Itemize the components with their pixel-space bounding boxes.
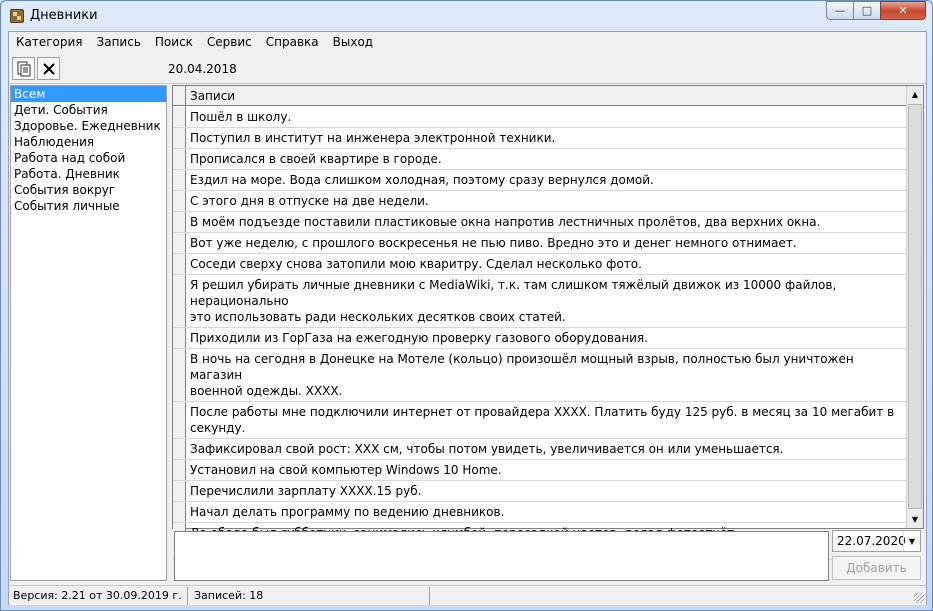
row-indicator[interactable] <box>173 233 186 253</box>
table-row[interactable] <box>173 275 907 328</box>
record-cell[interactable]: В моём подъезде поставили пластиковые окна напротив лестничных пролётов, два верхних окна. <box>190 215 821 229</box>
menu-service[interactable]: Сервис <box>206 35 252 49</box>
client-area <box>8 31 927 605</box>
scroll-down-button[interactable] <box>907 511 923 528</box>
record-cell[interactable]: Я решил убирать личные дневники с MediaWiki, т.к. там слишком тяжёлый движок из 10000 файлов, нерационально это использовать ради нескольких десятков своих статей. <box>190 278 837 324</box>
table-row[interactable] <box>173 460 907 481</box>
record-cell[interactable]: Установил на свой компьютер Windows 10 Home. <box>190 463 502 477</box>
table-row[interactable] <box>173 107 907 128</box>
delete-record-button[interactable] <box>37 57 60 80</box>
row-indicator[interactable] <box>173 502 186 522</box>
table-row[interactable] <box>173 481 907 502</box>
maximize-icon: □ <box>861 4 873 17</box>
record-cell[interactable]: После работы мне подключили интернет от провайдера XXXX. Платить буду 125 руб. в месяц за 10 мегабит в секунду. <box>190 405 899 435</box>
window-controls <box>826 1 926 20</box>
category-item[interactable]: Здоровье. Ежедневник <box>14 119 161 133</box>
minimize-button[interactable] <box>826 1 853 20</box>
resize-grip-icon[interactable] <box>914 593 924 603</box>
row-indicator[interactable] <box>173 328 186 348</box>
vertical-scrollbar[interactable] <box>906 86 923 528</box>
record-cell[interactable]: С этого дня в отпуске на две недели. <box>190 194 429 208</box>
row-indicator[interactable] <box>173 439 186 459</box>
arrow-down-icon: ▼ <box>911 515 919 524</box>
arrow-up-icon: ▲ <box>911 90 919 99</box>
category-item-all[interactable]: Всем <box>11 86 166 102</box>
category-item[interactable]: Работа над собой <box>14 151 126 165</box>
row-indicator[interactable] <box>173 460 186 480</box>
table-row[interactable] <box>173 233 907 254</box>
record-cell[interactable]: Зафиксировал свой рост: XXX см, чтобы потом увидеть, увеличивается он или уменьшается. <box>190 442 784 456</box>
row-indicator[interactable] <box>173 481 186 501</box>
table-row[interactable] <box>173 439 907 460</box>
row-indicator[interactable] <box>173 254 186 274</box>
toolbar <box>9 54 926 84</box>
menu-record[interactable]: Запись <box>96 35 141 49</box>
record-cell[interactable]: Прописался в своей квартире в городе. <box>190 152 442 166</box>
record-cell[interactable]: В ночь на сегодня в Донецке на Мотеле (кольцо) произошёл мощный взрыв, полностью был уничтожен магазин военной одежды. XXXX. <box>190 352 854 398</box>
record-text-editor[interactable] <box>174 531 829 581</box>
column-header-records[interactable]: Записи <box>190 89 236 103</box>
delete-icon <box>42 62 56 76</box>
close-button[interactable] <box>880 1 926 20</box>
maximize-button[interactable] <box>853 1 880 20</box>
row-indicator[interactable] <box>173 149 186 169</box>
record-cell[interactable]: Пошёл в школу. <box>190 110 292 124</box>
grid-header <box>173 86 907 106</box>
category-item[interactable]: Дети. События <box>14 103 108 117</box>
minimize-icon: — <box>834 4 846 17</box>
menu-help[interactable]: Справка <box>265 35 319 49</box>
menu-exit[interactable]: Выход <box>332 35 374 49</box>
chevron-down-icon: ▼ <box>908 536 916 546</box>
category-item[interactable]: События вокруг <box>14 183 116 197</box>
row-indicator[interactable] <box>173 212 186 232</box>
close-icon: ✕ <box>898 4 908 17</box>
row-indicator[interactable] <box>173 107 186 127</box>
table-row[interactable] <box>173 170 907 191</box>
title-bar[interactable] <box>1 1 932 31</box>
category-item[interactable]: События личные <box>14 199 120 213</box>
record-cell[interactable]: Соседи сверху снова затопили мою кваритру. Сделал несколько фото. <box>190 257 642 271</box>
status-record-count: Записей: 18 <box>190 587 430 605</box>
status-version: Версия: 2.21 от 30.09.2019 г. <box>9 587 188 605</box>
table-row[interactable] <box>173 502 907 523</box>
record-cell[interactable]: Начал делать программу по ведению дневников. <box>190 505 505 519</box>
category-item[interactable]: Работа. Дневник <box>14 167 120 181</box>
row-indicator[interactable] <box>173 128 186 148</box>
table-row[interactable] <box>173 349 907 402</box>
table-row[interactable] <box>173 128 907 149</box>
grid-rows <box>173 107 907 560</box>
new-record-button[interactable] <box>12 57 35 80</box>
row-indicator[interactable] <box>173 275 186 327</box>
row-indicator[interactable] <box>173 349 186 401</box>
row-indicator[interactable] <box>173 191 186 211</box>
table-row[interactable] <box>173 254 907 275</box>
window-title: Дневники <box>30 8 98 23</box>
table-row[interactable] <box>173 328 907 349</box>
header-indicator-cell <box>173 86 186 106</box>
record-cell[interactable]: Перечислили зарплату XXXX.15 руб. <box>190 484 422 498</box>
record-date-picker[interactable] <box>832 530 921 552</box>
diary-app-icon <box>10 9 24 23</box>
menu-search[interactable]: Поиск <box>154 35 193 49</box>
menu-category[interactable]: Категория <box>16 35 83 49</box>
table-row[interactable] <box>173 212 907 233</box>
new-document-icon <box>16 61 32 77</box>
status-bar <box>9 585 926 605</box>
add-button[interactable]: Добавить <box>832 556 921 580</box>
current-date-label: 20.04.2018 <box>168 62 237 76</box>
record-cell[interactable]: Поступил в институт на инженера электронной техники. <box>190 131 556 145</box>
record-cell[interactable]: Приходили из ГорГаза на ежегодную проверку газового оборудования. <box>190 331 648 345</box>
table-row[interactable] <box>173 191 907 212</box>
date-picker-dropdown-button[interactable] <box>903 531 920 551</box>
scroll-thumb[interactable] <box>908 104 922 509</box>
table-row[interactable] <box>173 402 907 439</box>
row-indicator[interactable] <box>173 170 186 190</box>
record-cell[interactable]: Ездил на море. Вода слишком холодная, поэтому сразу вернулся домой. <box>190 173 654 187</box>
records-grid[interactable] <box>172 85 924 529</box>
table-row[interactable] <box>173 149 907 170</box>
record-cell[interactable]: Вот уже неделю, с прошлого воскресенья не пью пиво. Вредно это и денег немного отнимает. <box>190 236 797 250</box>
category-list[interactable] <box>10 85 167 581</box>
row-indicator[interactable] <box>173 402 186 438</box>
menu-bar <box>9 32 926 52</box>
scroll-up-button[interactable] <box>907 86 923 103</box>
date-picker-value: 22.07.2020 <box>837 534 906 548</box>
category-item[interactable]: Наблюдения <box>14 135 95 149</box>
